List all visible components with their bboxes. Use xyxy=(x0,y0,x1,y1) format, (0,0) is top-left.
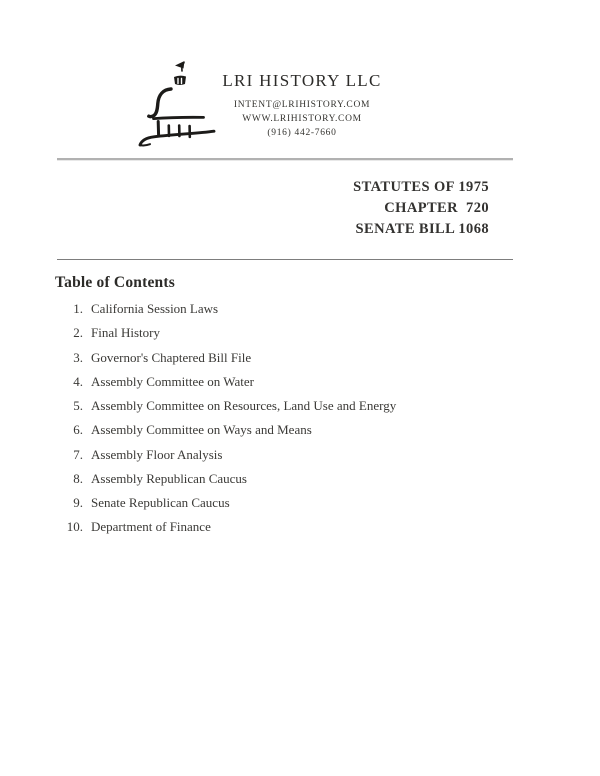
toc-item-label: Assembly Floor Analysis xyxy=(91,446,223,462)
company-name: LRI HISTORY LLC xyxy=(222,71,382,90)
toc-item-number: 10. xyxy=(66,519,83,535)
toc-item xyxy=(55,300,525,324)
toc-item-label: Assembly Republican Caucus xyxy=(91,470,247,486)
toc-item xyxy=(55,324,525,348)
toc-list xyxy=(55,300,525,543)
toc-item xyxy=(55,373,525,397)
toc-item-label: Senate Republican Caucus xyxy=(91,495,230,510)
toc-item xyxy=(55,494,525,518)
section-divider-line xyxy=(57,259,513,260)
toc-item xyxy=(55,446,525,470)
chapter-line: CHAPTER 720 xyxy=(384,200,489,216)
toc-item-label: Final History xyxy=(91,325,160,341)
senate-bill-line: SENATE BILL 1068 xyxy=(355,221,489,237)
toc-item xyxy=(55,421,525,445)
toc-item-number: 7. xyxy=(73,446,83,462)
company-website: WWW.LRIHISTORY.COM xyxy=(242,114,362,124)
toc-item xyxy=(55,518,525,542)
toc-item-number: 8. xyxy=(73,470,83,486)
header-divider-line xyxy=(57,158,513,161)
toc-item-label: Governor's Chaptered Bill File xyxy=(91,349,252,365)
toc-item-number: 3. xyxy=(73,349,83,365)
toc-item xyxy=(55,397,525,421)
toc-item-number: 2. xyxy=(73,325,83,341)
toc-item-label: Department of Finance xyxy=(91,519,211,535)
toc-item xyxy=(55,349,525,373)
letterhead xyxy=(202,71,402,140)
toc-item xyxy=(55,470,525,494)
toc-item-number: 5. xyxy=(73,398,83,413)
statutes-line: STATUTES OF 1975 xyxy=(353,179,489,195)
case-reference-block xyxy=(0,177,489,240)
toc-item-number: 6. xyxy=(73,422,83,438)
toc-item-number: 4. xyxy=(73,373,83,389)
toc-title: Table of Contents xyxy=(55,274,175,291)
company-email: INTENT@LRIHISTORY.COM xyxy=(233,100,371,110)
toc-item-label: California Session Laws xyxy=(91,301,219,316)
toc-item-number: 1. xyxy=(73,301,83,316)
toc-item-label: Assembly Committee on Water xyxy=(91,373,254,389)
toc-item-label: Assembly Committee on Ways and Means xyxy=(91,422,312,438)
toc-item-label: Assembly Committee on Resources, Land Use and Energy xyxy=(91,398,397,413)
company-phone: (916) 442-7660 xyxy=(267,128,337,138)
toc-item-number: 9. xyxy=(73,495,83,510)
